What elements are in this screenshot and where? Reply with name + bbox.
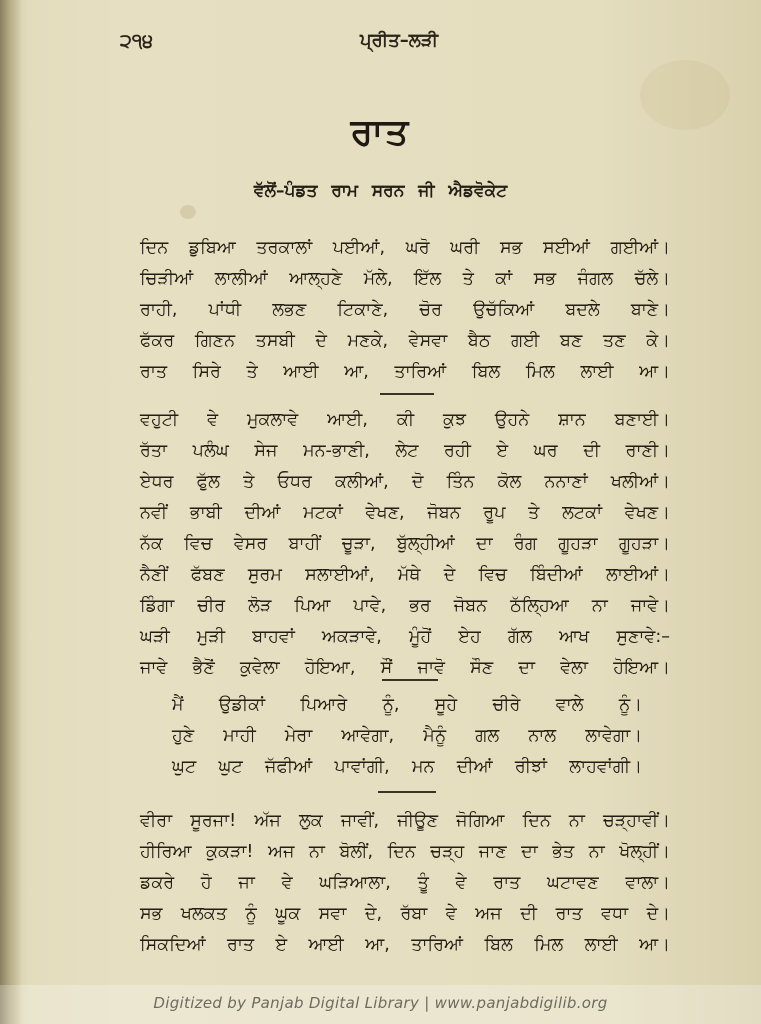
poem-line: ਘੁਟ ਘੁਟ ਜੱਫੀਆਂ ਪਾਵਾਂਗੀ, ਮਨ ਦੀਆਂ ਰੀਝਾਂ ਲਾਹਵਾਂਗੀ।	[172, 757, 642, 777]
stanza-divider	[380, 393, 434, 395]
stanza-1	[140, 233, 670, 388]
stanza-3	[172, 690, 642, 783]
poem-line: ਸਭ ਖਲਕਤ ਨੂੰ ਘੂਕ ਸਵਾ ਦੇ, ਰੱਬਾ ਵੇ ਅਜ ਦੀ ਰਾਤ ਵਧਾ ਦੇ।	[140, 904, 670, 924]
paper-stain	[180, 205, 196, 219]
stanza-2	[140, 405, 670, 684]
poem-line: ਚਿੜੀਆਂ ਲਾਲੀਆਂ ਆਲ੍ਹਣੇ ਮੱਲੇ, ਇੱਲ ਤੇ ਕਾਂ ਸਭ ਜੰਗਲ ਚੱਲੇ।	[140, 269, 670, 289]
poem-line: ਨੈਣੀਂ ਫੱਬਣ ਸੁਰਮ ਸਲਾਈਆਂ, ਮੱਥੇ ਦੇ ਵਿਚ ਬਿੰਦੀਆਂ ਲਾਈਆਂ।	[140, 565, 670, 585]
poem-line: ਫੱਕਰ ਗਿਣਨ ਤਸਬੀ ਦੇ ਮਣਕੇ, ਵੇਸਵਾ ਬੈਠ ਗਈ ਬਣ ਤਣ ਕੇ।	[140, 331, 670, 351]
stanza-divider	[378, 791, 436, 793]
poem-line: ਵੀਰਾ ਸੂਰਜਾ! ਅੱਜ ਲੁਕ ਜਾਵੀਂ, ਜੀਊਣ ਜੋਗਿਆ ਦਿਨ ਨਾ ਚੜ੍ਹਾਵੀਂ।	[140, 811, 670, 831]
poem-line: ਏਧਰ ਫੁੱਲ ਤੇ ਓਧਰ ਕਲੀਆਂ, ਦੋ ਤਿੰਨ ਕੋਲ ਨਨਾਣਾਂ ਖਲੀਆਂ।	[140, 472, 670, 492]
poem-line: ਰਾਤ ਸਿਰੇ ਤੇ ਆਈ ਆ, ਤਾਰਿਆਂ ਬਿਲ ਮਿਲ ਲਾਈ ਆ।	[140, 362, 670, 382]
digitization-watermark: Digitized by Panjab Digital Library | www.panjabdigilib.org	[153, 994, 608, 1012]
poem-line: ਘੜੀ ਮੁੜੀ ਬਾਹਵਾਂ ਅਕੜਾਵੇ, ਮੂੰਹੋਂ ਏਹ ਗੱਲ ਆਖ ਸੁਣਾਵੇ:–	[140, 627, 670, 647]
poem-line: ਨਵੀਂ ਭਾਬੀ ਦੀਆਂ ਮਟਕਾਂ ਵੇਖਣ, ਜੋਬਨ ਰੂਪ ਤੇ ਲਟਕਾਂ ਵੇਖਣ।	[140, 503, 670, 523]
poem-byline: ਵੱਲੋਂ–ਪੰਡਤ ਰਾਮ ਸਰਨ ਜੀ ਐਡਵੋਕੇਟ	[253, 181, 508, 201]
poem-line: ਡਕਰੇ ਹੋ ਜਾ ਵੇ ਘੜਿਆਲਾ, ਤੂੰ ਵੇ ਰਾਤ ਘਟਾਵਣ ਵਾਲਾ।	[140, 873, 670, 893]
poem-line: ਹੀਰਿਆ ਕੁਕੜਾ! ਅਜ ਨਾ ਬੋਲੀਂ, ਦਿਨ ਚੜ੍ਹ ਜਾਣ ਦਾ ਭੇਤ ਨਾ ਖੋਲ੍ਹੀਂ।	[140, 842, 670, 862]
poem-line: ਰੱਤਾ ਪਲੰਘ ਸੇਜ ਮਨ-ਭਾਣੀ, ਲੇਟ ਰਹੀ ਏ ਘਰ ਦੀ ਰਾਣੀ।	[140, 441, 670, 461]
running-title: ਪ੍ਰੀਤ–ਲੜੀ	[360, 30, 439, 51]
page-header	[0, 30, 761, 56]
page-number: ੨੧੪	[120, 30, 154, 52]
stanza-4	[140, 806, 670, 961]
poem-title: ਰਾਤ	[350, 112, 411, 153]
poem-line: ਰਾਹੀ, ਪਾਂਧੀ ਲਭਣ ਟਿਕਾਣੇ, ਚੋਰ ਉਚੱਕਿਆਂ ਬਦਲੇ ਬਾਣੇ।	[140, 300, 670, 320]
poem-line: ਨੱਕ ਵਿਚ ਵੇਸਰ ਬਾਹੀਂ ਚੂੜਾ, ਬੁੱਲ੍ਹੀਆਂ ਦਾ ਰੰਗ ਗੂਹੜਾ ਗੂਹੜਾ।	[140, 534, 670, 554]
poem-line: ਡਿੰਗਾ ਚੀਰ ਲੋੜ ਪਿਆ ਪਾਵੇ, ਭਰ ਜੋਬਨ ਠੱਲ੍ਹਿਆ ਨਾ ਜਾਵੇ।	[140, 596, 670, 616]
poem-line: ਜਾਵੇ ਭੈਣੋਂ ਕੁਵੇਲਾ ਹੋਇਆ, ਸੌਂ ਜਾਵੋ ਸੌਣ ਦਾ ਵੇਲਾ ਹੋਇਆ।	[140, 658, 670, 678]
poem-line: ਦਿਨ ਡੁਬਿਆ ਤਰਕਾਲਾਂ ਪਈਆਂ, ਘਰੋ ਘਰੀ ਸਭ ਸਈਆਂ ਗਈਆਂ।	[140, 238, 670, 258]
poem-line: ਵਹੁਟੀ ਵੇ ਮੁਕਲਾਵੇ ਆਈ, ਕੀ ਕੁਝ ਉਹਨੇ ਸ਼ਾਨ ਬਣਾਈ।	[140, 410, 670, 430]
poem-line: ਮੈਂ ਉਡੀਕਾਂ ਪਿਆਰੇ ਨੂੰ, ਸੂਹੇ ਚੀਰੇ ਵਾਲੇ ਨੂੰ।	[172, 695, 642, 715]
poem-line: ਹੁਣੇ ਮਾਹੀ ਮੇਰਾ ਆਵੇਗਾ, ਮੈਨੂੰ ਗਲ ਨਾਲ ਲਾਵੇਗਾ।	[172, 726, 642, 746]
stanza-divider	[382, 679, 438, 681]
poem-line: ਸਿਕਦਿਆਂ ਰਾਤ ਏ ਆਈ ਆ, ਤਾਰਿਆਂ ਬਿਲ ਮਿਲ ਲਾਈ ਆ।	[140, 935, 670, 955]
